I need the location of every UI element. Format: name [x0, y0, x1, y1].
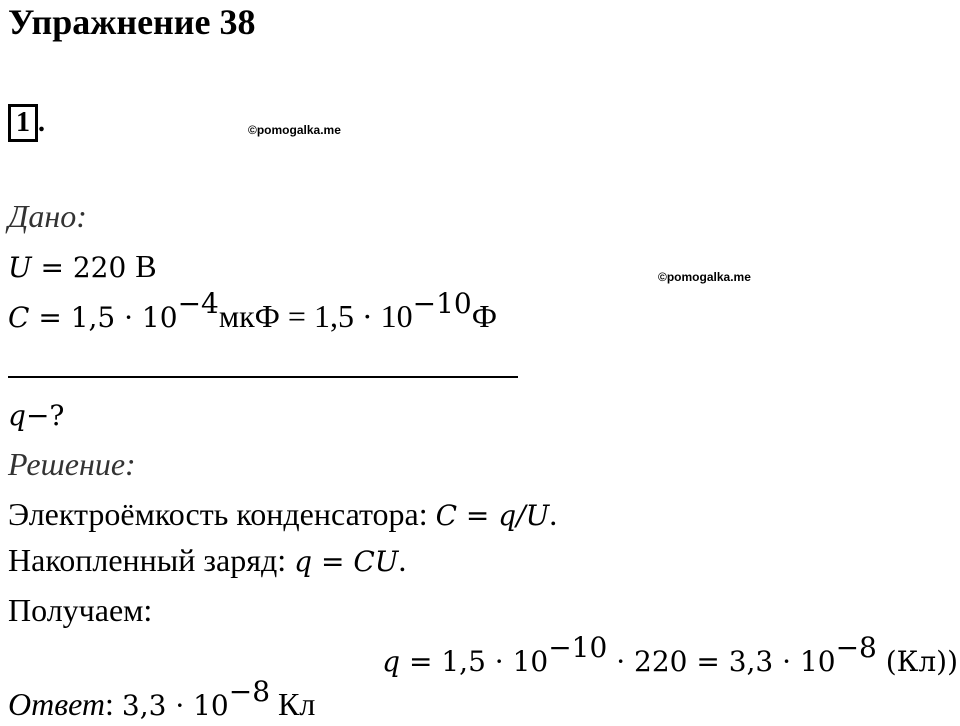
watermark: ©pomogalka.me — [248, 123, 341, 137]
given-label: Дано: — [8, 198, 87, 234]
task-number — [8, 104, 45, 142]
voltage-unit: В — [135, 248, 157, 284]
capacitance-value-b: мкФ = 1,5 · 10 — [218, 298, 413, 334]
answer-unit: Кл — [270, 686, 316, 722]
answer-label: Ответ — [8, 686, 105, 722]
solution-text: Накопленный заряд: — [8, 542, 295, 578]
task-number-box: 1 — [8, 104, 38, 142]
task-number-suffix: . — [38, 107, 45, 138]
solution-line-charge — [8, 540, 406, 582]
solution-formula: C = q/U — [435, 499, 550, 532]
solution-label: Решение: — [8, 446, 136, 482]
given-capacitance — [8, 287, 497, 338]
result-part-b: · 220 = 3,3 · 10 — [607, 645, 836, 678]
watermark: ©pomogalka.me — [658, 270, 751, 284]
capacitance-exp-b: −10 — [412, 287, 472, 320]
solution-period: . — [549, 496, 558, 532]
solution-line-capacitance — [8, 494, 557, 536]
solution-text: Электроёмкость конденсатора: — [8, 496, 436, 532]
answer-value: 3,3 · 10 — [121, 689, 229, 722]
capacitance-exp-a: −4 — [177, 287, 219, 320]
voltage-value: = 220 — [31, 251, 136, 284]
answer-colon: : — [105, 686, 122, 722]
solution-formula: q = CU — [294, 545, 399, 578]
given-voltage — [8, 246, 157, 288]
result-part-a: = 1,5 · 10 — [400, 645, 549, 678]
find-quantity — [8, 394, 64, 436]
answer-line — [8, 675, 316, 726]
result-exp-a: −10 — [548, 631, 608, 664]
find-question: −? — [25, 399, 65, 432]
capacitance-value-a: = 1,5 · 10 — [29, 301, 178, 334]
find-var: q — [8, 399, 26, 432]
capacitance-var: C — [8, 301, 30, 334]
voltage-var: U — [8, 251, 32, 284]
result-formula — [382, 631, 958, 682]
capacitance-unit: Ф — [471, 298, 497, 334]
result-var: q — [382, 645, 401, 678]
result-unit: (Кл)) — [876, 645, 958, 678]
solution-period: . — [398, 542, 407, 578]
answer-exp: −8 — [228, 675, 271, 708]
divider-line — [8, 376, 518, 378]
solution-line-result-intro: Получаем: — [8, 592, 153, 628]
result-exp-b: −8 — [835, 631, 877, 664]
page-title: Упражнение 38 — [8, 2, 256, 42]
